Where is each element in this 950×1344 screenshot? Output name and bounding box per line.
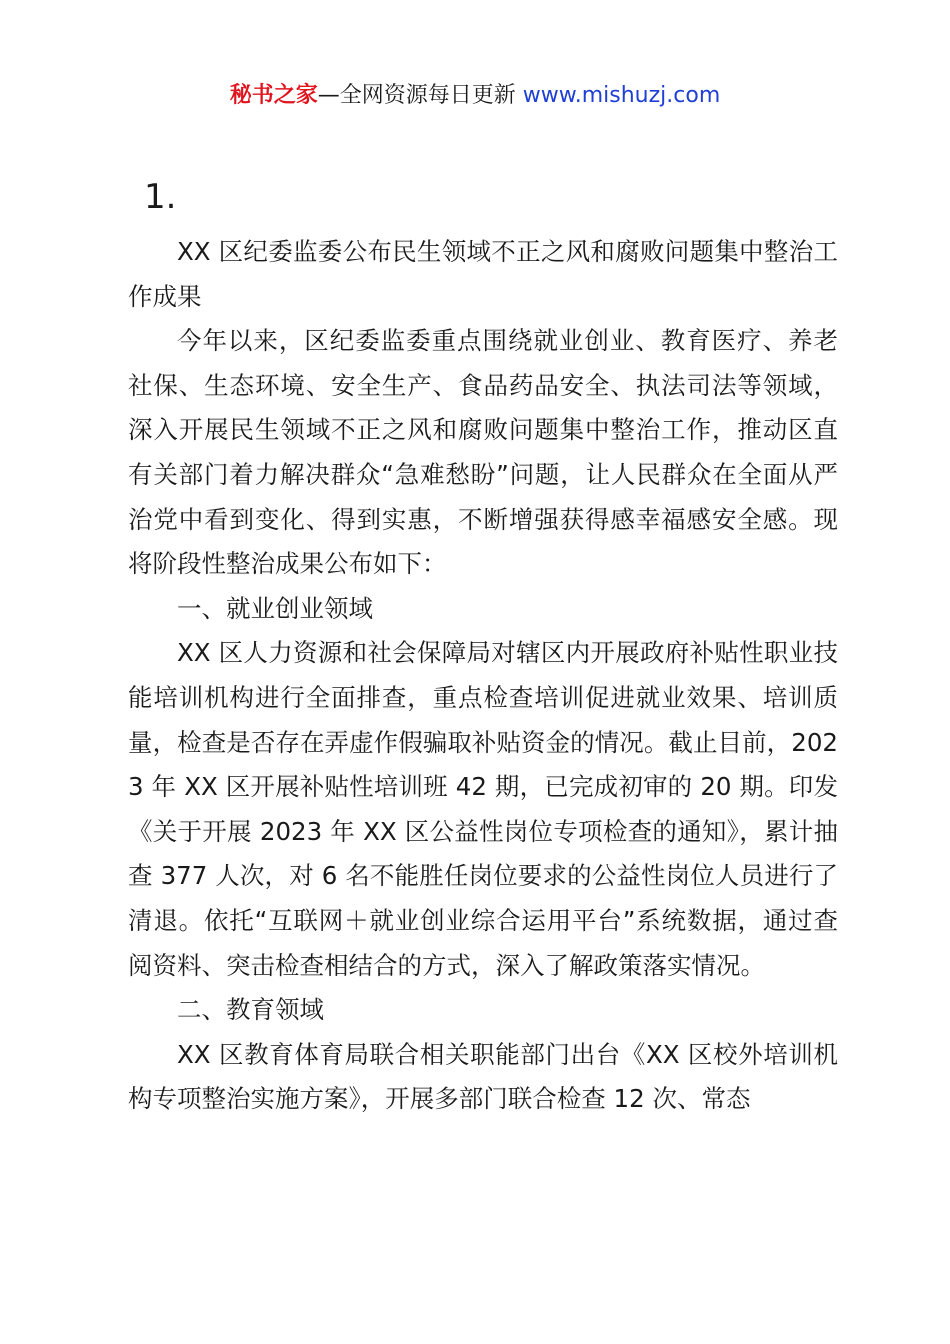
site-brand: 秘书之家 <box>229 83 318 108</box>
site-tagline: —全网资源每日更新 <box>317 83 516 108</box>
intro-paragraph: 今年以来，区纪委监委重点围绕就业创业、教育医疗、养老社保、生态环境、安全生产、食品药品安全、执法司法等领域，深入开展民生领域不正之风和腐败问题集中整治工作，推动区直有关部门着力解决群众“急难愁盼”问题，让人民群众在全面从严治党中看到变化、得到实惠，不断增强获得感幸福感安全感。现将阶段性整治成果公布如下： <box>128 326 838 579</box>
section-body-education: XX 区教育体育局联合相关职能部门出台《XX 区校外培训机构专项整治实施方案》，开展多部门联合检查 12 次、常态 <box>128 1039 838 1114</box>
item-number: 1. <box>144 177 177 217</box>
site-header <box>0 80 950 112</box>
site-url[interactable]: www.mishuzj.com <box>522 83 721 108</box>
document-body <box>128 172 838 1122</box>
document-title: XX 区纪委监委公布民生领域不正之风和腐败问题集中整治工作成果 <box>128 237 838 311</box>
section-heading-education: 二、教育领域 <box>177 995 324 1025</box>
section-heading-employment: 一、就业创业领域 <box>177 593 373 623</box>
section-body-employment: XX 区人力资源和社会保障局对辖区内开展政府补贴性职业技能培训机构进行全面排查，重点检查培训促进就业效果、培训质量，检查是否存在弄虚作假骗取补贴资金的情况。截止目前，2023 年 XX 区开展补贴性培训班 42 期，已完成初审的 20 期。印发《关于开展 2023 年 XX 区公益性岗位专项检查的通知》，累计抽查 377 人次，对 6 名不能胜任岗位要求的公益性岗位人员进行了清退。依托“互联网＋就业创业综合运用平台”系统数据，通过查阅资料、突击检查相结合的方式，深入了解政策落实情况。 <box>128 638 838 980</box>
